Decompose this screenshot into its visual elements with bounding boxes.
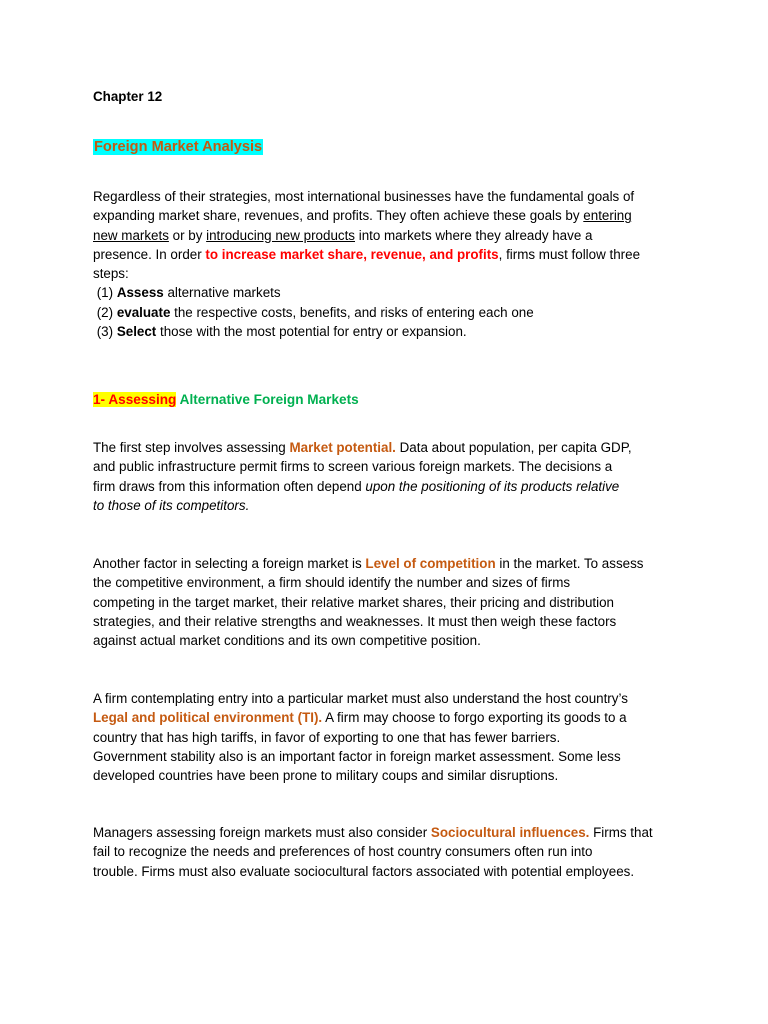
page-title [93, 137, 263, 157]
p4-line-1: Managers assessing foreign markets must also consider Sociocultural influences. Firms that [93, 825, 653, 840]
chapter-label: Chapter 12 [93, 89, 163, 104]
legal-political-paragraph [93, 689, 683, 785]
p4-line-3: trouble. Firms must also evaluate sociocultural factors associated with potential employees. [93, 863, 635, 879]
p2-line-1: Another factor in selecting a foreign market is Level of competition in the market. To assess [93, 556, 644, 571]
p1-line-3: firm draws from this information often depend upon the positioning of its products relative [93, 478, 620, 494]
intro-paragraph [93, 187, 683, 341]
p2-line-2: the competitive environment, a firm should identify the number and sizes of firms [93, 575, 571, 591]
p2-line-4: strategies, and their relative strengths and weaknesses. It must then weigh these factors [93, 613, 617, 629]
term-sociocultural: Sociocultural influences. [430, 825, 590, 840]
intro-line-4: presence. In order to increase market share, revenue, and profits, firms must follow three [93, 246, 641, 262]
p2-line-3: competing in the target market, their relative market shares, their pricing and distribution [93, 594, 614, 610]
term-market-potential: Market potential. [289, 440, 396, 455]
term-level-of-competition: Level of competition [365, 556, 496, 571]
underlined-entering: entering [583, 208, 632, 224]
section-heading-text: Alternative Foreign Markets [176, 392, 359, 407]
title-text: Foreign Market Analysis [94, 139, 263, 155]
section-number-highlight: 1- Assessing [93, 392, 177, 407]
intro-line-1: Regardless of their strategies, most international businesses have the fundamental goals of [93, 189, 635, 204]
intro-line-3: new markets or by introducing new products into markets where they already have a [93, 227, 593, 243]
p3-line-4: Government stability also is an important factor in foreign market assessment. Some less [93, 748, 621, 764]
p2-line-5: against actual market conditions and its own competitive position. [93, 633, 481, 649]
competition-paragraph [93, 554, 683, 650]
intro-line-2: expanding market share, revenues, and profits. They often achieve these goals by entering [93, 208, 632, 224]
p4-line-2: fail to recognize the needs and preferences of host country consumers often run into [93, 844, 593, 860]
p3-line-5: developed countries have been prone to military coups and similar disruptions. [93, 768, 559, 784]
p3-line-2: Legal and political environment (TI). A firm may choose to forgo exporting its goods to a [93, 710, 627, 726]
sociocultural-paragraph [93, 823, 683, 881]
step-1: (1) Assess alternative markets [93, 285, 281, 301]
underlined-new-markets: new markets [93, 227, 169, 243]
p3-line-1: A firm contemplating entry into a particular market must also understand the host country’s [93, 691, 628, 706]
p1-line-2: and public infrastructure permit firms to screen various foreign markets. The decisions a [93, 459, 613, 475]
highlight-goal: to increase market share, revenue, and profits [205, 246, 499, 262]
step-2: (2) evaluate the respective costs, benefits, and risks of entering each one [93, 304, 534, 320]
p1-line-4: to those of its competitors. [93, 497, 250, 513]
section-heading-1 [93, 390, 359, 409]
intro-line-5: steps: [93, 266, 129, 282]
underlined-new-products: introducing new products [206, 227, 355, 243]
market-potential-paragraph [93, 438, 683, 515]
term-legal-political: Legal and political environment (TI). [93, 710, 323, 726]
p3-line-3: country that has high tariffs, in favor of exporting to one that has fewer barriers. [93, 729, 561, 745]
p1-line-1: The first step involves assessing Market potential. Data about population, per capita GDP, [93, 440, 632, 455]
step-3: (3) Select those with the most potential for entry or expansion. [93, 324, 467, 340]
